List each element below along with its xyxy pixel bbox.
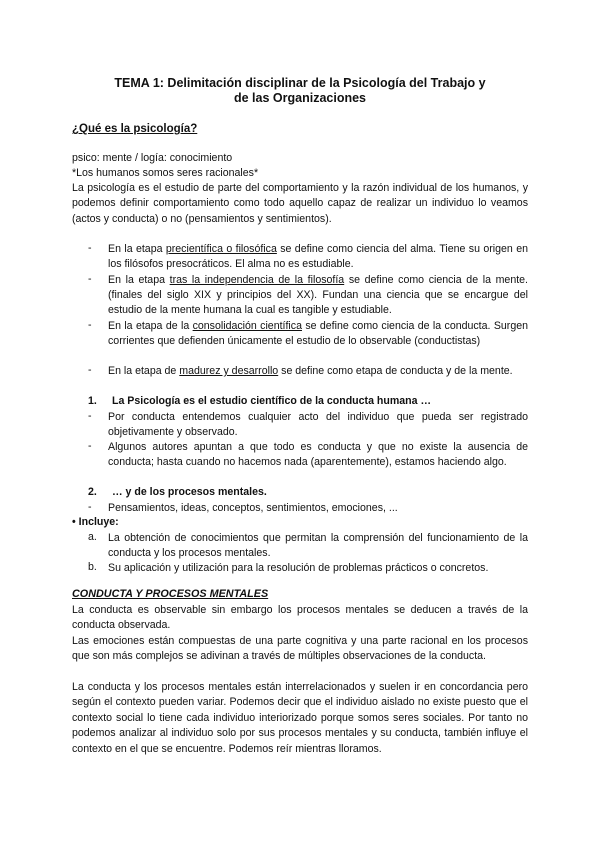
stage-text: se define como ciencia del alma. Tiene su origen en los filósofos presocráticos. El alma no es estudiable. bbox=[108, 243, 528, 271]
section-paragraph: La conducta y los procesos mentales están interrelacionados y suelen ir en concordancia pero según el contexto pueden variar. Podemos decir que el individuo aislado no existe puesto que el contexto social lo tiene cada individuo interiorizado porque somos seres sociales. Por tanto no podemos analizar al individuo solo por sus procesos mentales y su conducta, también influye el contexto en el que se encuentre. Podemos reír mientras lloramos. bbox=[72, 681, 528, 755]
stage-text: En la etapa de la bbox=[108, 320, 193, 332]
stage-text: se define como ciencia de la conducta. Surgen corrientes que defienden únicamente el estudio de lo observable (conductistas) bbox=[108, 320, 528, 348]
point-1-item: Por conducta entendemos cualquier acto del individuo que pueda ser registrado objetivamente y observado. bbox=[108, 411, 528, 439]
title-line-1: TEMA 1: Delimitación disciplinar de la Psicología del Trabajo y bbox=[114, 76, 486, 90]
section-paragraph: La conducta es observable sin embargo los procesos mentales se deducen a través de la conducta observada. bbox=[72, 604, 528, 632]
point-2-heading: … y de los procesos mentales. bbox=[112, 486, 267, 498]
stage-item bbox=[108, 364, 528, 379]
point-1-item: Algunos autores apuntan a que todo es conducta y que no existe la ausencia de conducta; hasta cuando no hacemos nada (aparentemente), estamos haciendo algo. bbox=[108, 441, 528, 469]
title-line-2: de las Organizaciones bbox=[234, 91, 366, 105]
quote-line: *Los humanos somos seres racionales* bbox=[72, 167, 259, 179]
stage-text: En la etapa bbox=[108, 243, 166, 255]
stage-item bbox=[108, 273, 528, 319]
stage-item bbox=[108, 319, 528, 349]
list-bullet: - bbox=[88, 364, 92, 376]
stage-item bbox=[108, 242, 528, 272]
stage-text: se define como ciencia de la mente. (finales del siglo XIX y principios del XX). Fundan una ciencia que se encargue del estudio de la mente humana la cual es tangible y estudiable. bbox=[108, 274, 528, 317]
point-2-item: Pensamientos, ideas, conceptos, sentimientos, emociones, ... bbox=[108, 502, 398, 514]
point-1-heading: La Psicología es el estudio científico de la conducta humana … bbox=[112, 395, 432, 407]
list-bullet: - bbox=[88, 440, 92, 452]
etymology-line: psico: mente / logía: conocimiento bbox=[72, 152, 233, 164]
section-heading: CONDUCTA Y PROCESOS MENTALES bbox=[72, 588, 269, 600]
includes-marker: b. bbox=[88, 561, 97, 573]
stage-term: madurez y desarrollo bbox=[179, 365, 279, 377]
stage-term: precientífica o filosófica bbox=[165, 243, 277, 255]
includes-label: • Incluye: bbox=[72, 516, 119, 528]
intro-paragraph: La psicología es el estudio de parte del comportamiento y la razón individual de los humanos, y podemos definir comportamiento como todo aquello capaz de realizar un individuo lo veamos (actos y conducta) o no (pensamientos y sentimientos). bbox=[72, 182, 528, 225]
point-1-number: 1. bbox=[88, 395, 97, 407]
stage-text: En la etapa bbox=[108, 274, 170, 286]
stage-term: consolidación científica bbox=[192, 320, 302, 332]
point-2-number: 2. bbox=[88, 486, 97, 498]
list-bullet: - bbox=[88, 242, 92, 254]
includes-marker: a. bbox=[88, 531, 97, 543]
includes-item: Su aplicación y utilización para la resolución de problemas prácticos o concretos. bbox=[108, 562, 489, 574]
stage-text: se define como etapa de conducta y de la mente. bbox=[278, 365, 513, 377]
stage-text: En la etapa de bbox=[108, 365, 180, 377]
section-paragraph: Las emociones están compuestas de una parte cognitiva y una parte racional en los procesos que son más complejos se adivinan a través de múltiples observaciones de la conducta. bbox=[72, 635, 528, 663]
includes-item: La obtención de conocimientos que permitan la comprensión del funcionamiento de la conducta y los procesos mentales. bbox=[108, 532, 528, 560]
question-heading: ¿Qué es la psicología? bbox=[72, 123, 198, 135]
list-bullet: - bbox=[88, 273, 92, 285]
list-bullet: - bbox=[88, 410, 92, 422]
page-title bbox=[60, 76, 540, 106]
list-bullet: - bbox=[88, 501, 92, 513]
list-bullet: - bbox=[88, 319, 92, 331]
stage-term: tras la independencia de la filosofía bbox=[169, 274, 345, 286]
